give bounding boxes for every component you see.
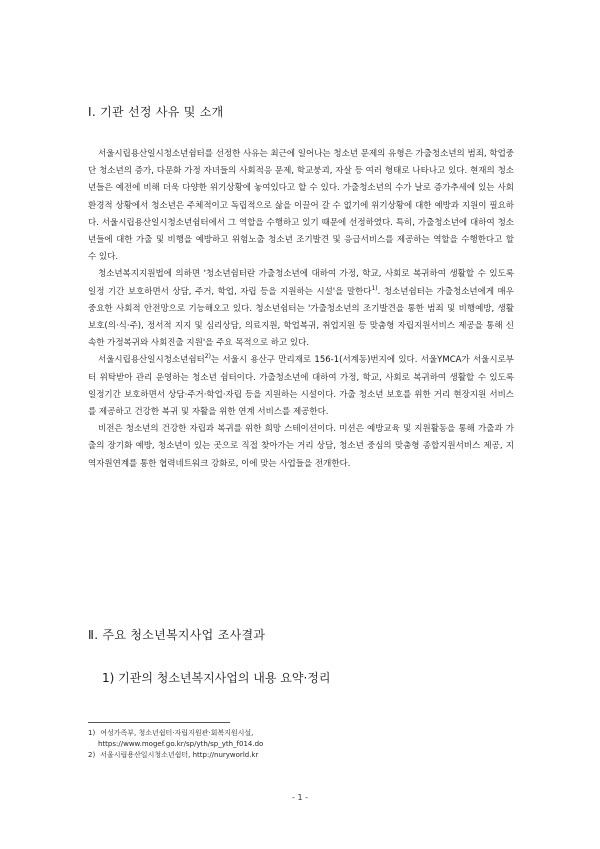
paragraph-3-text-a: 서울시립용산일시청소년쉼터 bbox=[98, 355, 205, 366]
footnotes bbox=[88, 728, 514, 761]
footnote-1-number: 1) bbox=[88, 729, 96, 737]
paragraph-1: 서울시립용산일시청소년쉼터를 선정한 사유는 최근에 일어나는 청소년 문제의 유형은 가출청소년의 범죄, 학업중단 청소년의 증가, 다문화 가정 자녀들의 사회적응 문제, 학교붕괴, 자살 등 여러 형태로 나타나고 있다. 현재의 청소년들은 예전에 비해 더욱 다양한 위기상황에 놓여있다고 할 수 있다. 가출청소년의 수가 날로 증가추세에 있는 사회 환경적 상황에서 청소년은 주체적이고 독립적으로 삶을 이끌어 갈 수 없기에 위기상황에 대한 예방과 지원이 필요하다. 서울시립용산일시청소년쉼터에서 그 역할을 수행하고 있기 때문에 선정하였다. 특히, 가출청소년에 대하여 청소년들에 대한 가출 및 비행을 예방하고 위험노출 청소년 조기발견 및 응급서비스를 제공하는 역할을 수행한다고 할 수 있다. bbox=[88, 149, 514, 263]
paragraph-2 bbox=[88, 266, 514, 352]
paragraph-2-text-a: 청소년복지지원법에 의하면 '청소년쉼터란 가출청소년에 대하여 가정, 학교, 사회로 복귀하여 생활할 수 있도록 일정 기간 보호하면서 상담, 주거, 학업, 자립 등을 지원하는 시설'을 말한다 bbox=[88, 269, 514, 297]
footnote-1 bbox=[88, 728, 514, 750]
body-text bbox=[88, 146, 514, 473]
footnote-2-text: 서울시립용산일시청소년쉼터, http://nuryworld.kr bbox=[100, 751, 259, 759]
subsection-heading: 1) 기관의 청소년복지사업의 내용 요약·정리 bbox=[102, 671, 331, 685]
paragraph-3 bbox=[88, 352, 514, 421]
section-heading-1: Ⅰ. 기관 선정 사유 및 소개 bbox=[88, 105, 224, 119]
footnote-2 bbox=[88, 750, 514, 761]
paragraph-2-text-b: . 청소년쉼터는 가출청소년에게 매우 중요한 사회적 안전망으로 기능해오고 있다. 청소년쉼터는 '가출청소년의 조기발견을 통한 범죄 및 비행예방, 생활보호(의·식·주), 정서적 지지 및 심리상담, 의료지원, 학업복귀, 취업지원 등 맞춤형 자립지원서비스 제공을 통해 신속한 가정복귀와 사회진출 지원'을 주요 목적으로 하고 있다. bbox=[88, 286, 514, 349]
section-heading-2: Ⅱ. 주요 청소년복지사업 조사결과 bbox=[88, 628, 266, 642]
footnote-ref-2[interactable]: 2) bbox=[204, 353, 211, 361]
paragraph-3-text-b: 는 서울시 용산구 만리재로 156-1(서계동)번지에 있다. 서울YMCA가 서울시로부터 위탁받아 관리 운영하는 청소년 쉼터이다. 가출청소년에 대하여 가정, 학교, 사회로 복귀하여 생활할 수 있도록 일정기간 보호하면서 상담·주거·학업·자립 등을 지원하는 시설이다. 가출 청소년 보호를 위한 거리 현장지원 서비스를 제공하고 건강한 복귀 및 자활을 위한 연계 서비스를 제공한다. bbox=[88, 355, 514, 418]
footnote-2-number: 2) bbox=[88, 751, 96, 759]
page-number: - 1 - bbox=[292, 793, 308, 802]
paragraph-4: 비전은 청소년의 건강한 자립과 복귀를 위한 희망 스테이션이다. 미션은 예방교육 및 지원활동을 통해 가출과 가출의 장기화 예방, 청소년이 있는 곳으로 직접 찾아가는 거리 상담, 청소년 중심의 맞춤형 종합지원서비스 제공, 지역자원연계를 통한 협력네트워크 강화로, 이에 맞는 사업들을 전개한다. bbox=[88, 424, 514, 469]
footnote-1-text: 여성가족부, 청소년쉼터·자립지원관·회복지원시설, bbox=[100, 729, 254, 737]
footnote-1-link[interactable]: https://www.mogef.go.kr/sp/yth/sp_yth_f014.do bbox=[98, 740, 264, 748]
footnote-divider bbox=[88, 722, 230, 723]
footnote-ref-1[interactable]: 1) bbox=[371, 284, 378, 292]
